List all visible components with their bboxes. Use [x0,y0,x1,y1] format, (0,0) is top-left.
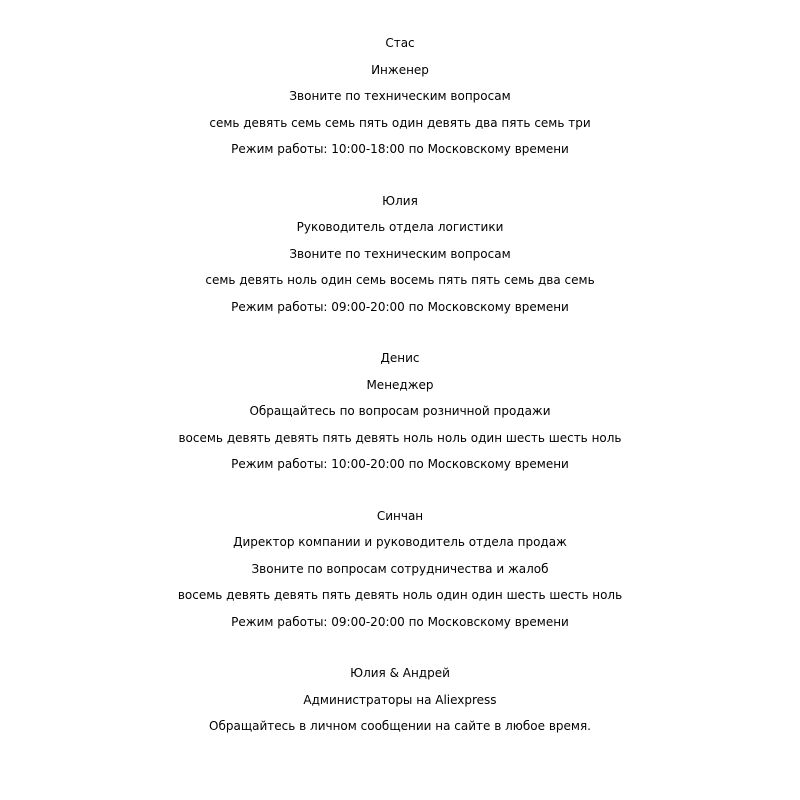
contact-role: Руководитель отдела логистики [296,220,504,234]
contact-phone: восемь девять девять пять девять ноль ноль один шесть шесть ноль [178,430,622,445]
contact-purpose: Звоните по техническим вопросам [289,246,511,261]
contact-name: Денис [380,351,420,365]
contact-name: Юлия [382,193,418,208]
contact-role: Администраторы на Aliexpress [303,692,497,707]
contact-hours: Режим работы: 10:00-20:00 по Московскому времени [231,457,569,471]
contact-role: Директор компании и руководитель отдела продаж [233,535,567,549]
contact-purpose: Обращайтесь в личном сообщении на сайте в любое время. [209,719,591,733]
contact-name: Стас [385,36,415,50]
contact-name: Юлия & Андрей [350,666,450,680]
contact-purpose: Обращайтесь по вопросам розничной продажи [249,404,551,418]
contact-role: Менеджер [366,377,434,392]
contact-hours: Режим работы: 09:00-20:00 по Московскому времени [231,299,569,314]
contact-phone: семь девять ноль один семь восемь пять пять семь два семь [205,273,595,287]
contact-phone: семь девять семь семь пять один девять два пять семь три [209,115,591,130]
contact-purpose: Звоните по техническим вопросам [289,89,511,103]
contact-hours: Режим работы: 10:00-18:00 по Московскому времени [231,142,569,156]
contact-block-denis [0,345,800,478]
contact-block-admins [0,660,800,740]
contact-purpose: Звоните по вопросам сотрудничества и жалоб [251,561,549,576]
contact-phone: восемь девять девять пять девять ноль один один шесть шесть ноль [177,588,623,602]
contact-block-stas [0,30,800,163]
contact-name: Синчан [376,508,424,523]
contact-hours: Режим работы: 09:00-20:00 по Московскому времени [231,614,569,629]
contact-block-yulia [0,188,800,321]
contact-block-sinchan [0,503,800,636]
contact-role: Инженер [371,62,429,77]
